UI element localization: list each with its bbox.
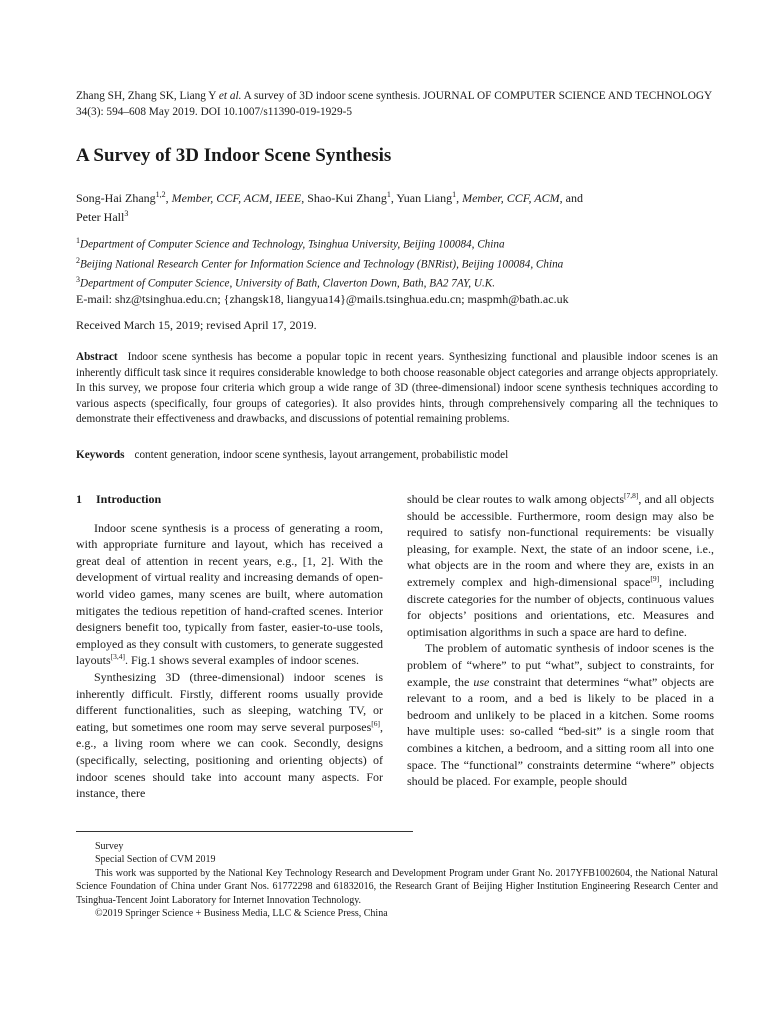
r1-text-b: , and all objects should be accessible. Furthermore, room design may also be required to satisfy non-functional requirements: be visually pleasing, for example. Next, the state of an indoor scene, i.e., what objects are in the room and where they are, exists in an extremely complex and high-dimensional space [407,492,714,589]
citation-ref: [3,4] [110,652,126,662]
author-1-role: Member, CCF, ACM, IEEE [171,191,302,205]
affiliation-2-num: 2 [76,255,80,265]
footnotes [76,840,718,920]
citation-etal: et al. [218,90,242,102]
author-1: Song-Hai Zhang [76,191,156,205]
section-number: 1 [76,492,82,506]
paper-title: A Survey of 3D Indoor Scene Synthesis [76,145,392,166]
r1-text-a: should be clear routes to walk among objects [407,492,624,506]
keywords-label: Keywords [76,449,125,461]
citation-ref: [9] [650,573,660,583]
copyright-icon: © [95,908,103,920]
r2-use-italic: use [473,674,490,689]
keywords-text: content generation, indoor scene synthesis, layout arrangement, probabilistic model [134,449,509,461]
r1-text-c: , including discrete categories for the number of objects, continuous values for objects’ positions and orientations, etc. Measures and optimisation algorithms in such a space are hard to define. [407,574,714,639]
affiliations [76,233,706,292]
affiliation-3 [76,272,706,292]
citation-ref: [6] [371,718,380,728]
keywords [76,449,508,461]
affiliation-3-text: Department of Computer Science, University of Bath, Claverton Down, Bath, BA2 7AY, U.K. [80,278,496,291]
affiliation-1-text: Department of Computer Science and Technology, Tsinghua University, Beijing 100084, China [80,238,505,251]
affiliation-2-text: Beijing National Research Center for Information Science and Technology (BNRist), Beijing 100084, China [80,258,564,271]
left-column [76,491,383,802]
affiliation-3-num: 3 [76,275,80,285]
p2-text-a: Synthesizing 3D (three-dimensional) indoor scenes is inherently difficult. Firstly, different rooms usually provide different functionalities, such as sleeping, watching TV, or eating, but sometimes one room may serve several purposes [76,669,383,734]
copyright-text: 2019 Springer Science + Business Media, LLC & Science Press, China [102,908,388,920]
affiliation-1-num: 1 [76,236,80,245]
footnote-section: Special Section of CVM 2019 [95,854,216,866]
section-title: Introduction [96,492,162,506]
footnote-funding: This work was supported by the National Key Technology Research and Development Program under Grant No. 2017YFB1002604, the National Natural Science Foundation of China under Grant Nos. 61772298 and 61832016, the Research Grant of Beijing Higher Institution Engineering Research Center and Tsinghua-Tencent Joint Laboratory for Internet Innovation Technology. [76,867,718,906]
p1-text-a: Indoor scene synthesis is a process of generating a room, with appropriate furniture and layout, which has received a great deal of attention in recent years, e.g., [1, 2]. With the development of virtual reality and increasing demands of open-world video games, many scenes are built, where automation mitigates the tedious repetition of hand-crafted scenes. Interior designers benefit too, typically from faster, easier-to-use tools, employed as they consult with customers, to generate suggested layouts [76,520,383,668]
author-4: Peter Hall [76,210,125,224]
body-paragraph-3 [407,491,714,640]
citation-header [76,89,721,120]
author-2-affil: 1 [386,190,391,199]
r2-text-b: constraint that determines “what” objects are relevant to a room, and a bed is likely to be placed in a bedroom and unlikely to be placed in a kitchen. Some rooms have multiple uses: so-called “bed-sit” is a single room that combines a kitchen, a bedroom, and a sitting room all into one space. The “functional” constraints determine “where” objects should be placed. For example, people should [407,674,715,789]
author-3-role: Member, CCF, ACM [462,191,560,205]
author-list: Song-Hai Zhang$^{1,2}$, Member, CCF, ACM, IEEE, Shao-Kui Zhang$^1$, Yuan Liang$^1$, Member, CCF, ACM, and Peter Hall$^3$ [76,190,583,224]
author-3-affil: 1 [452,190,457,199]
citation-ref: [7,8] [624,491,639,500]
r2-text-a: The problem of automatic synthesis of indoor scenes is the problem of “where” to put “what”, subject to constraints, for example, the [407,641,714,689]
author-4-affil: 3 [124,209,129,218]
author-1-affil: 1,2 [155,190,166,199]
footnote-type: Survey [95,841,124,852]
email-line: E-mail: shz@tsinghua.edu.cn; {zhangsk18, liangyua14}@mails.tsinghua.edu.cn; maspmh@bath.ac.uk [76,292,569,306]
p2-text-b: , e.g., a living room where we can cook. Secondly, designs (specifically, selecting, positioning and orienting objects) of indoor scenes should take into account many aspects. For instance, there [76,719,383,801]
p1-text-b: . Fig.1 shows several examples of indoor scenes. [125,653,359,668]
body-paragraph-1 [76,520,383,669]
affiliation-2 [76,253,706,273]
right-column [407,491,714,790]
affiliation-1 [76,233,706,253]
received-date: Received March 15, 2019; revised April 17, 2019. [76,318,317,332]
body-paragraph-4 [407,640,714,789]
citation-details: A survey of 3D indoor scene synthesis. JOURNAL OF COMPUTER SCIENCE AND TECHNOLOGY 34(3): 594–608 May 2019. DOI 10.1007/s11390-019-1929-5 [76,90,712,118]
author-2: Shao-Kui Zhang [307,191,387,205]
footnote-divider [76,831,413,832]
body-paragraph-2 [76,669,383,802]
author-3: Yuan Liang [396,191,453,205]
abstract [76,350,718,428]
author-and: , and [559,191,583,205]
abstract-label: Abstract [76,351,118,363]
footnote-copyright [76,907,718,920]
citation-authors: Zhang SH, Zhang SK, Liang Y [76,90,219,102]
abstract-text: Indoor scene synthesis has become a popular topic in recent years. Synthesizing functional and plausible indoor scenes is an inherently difficult task since it requires considerable knowledge to both choose reasonable object categories and arrange objects appropriately. In this survey, we propose four criteria which group a wide range of 3D (three-dimensional) indoor scene synthesis techniques according to various aspects (specifically, four groups of categories). It also provides hints, through comprehensively comparing all the techniques to demonstrate their effectiveness and drawbacks, and discussions of potential remaining problems. [76,351,718,425]
section-heading [76,491,383,508]
